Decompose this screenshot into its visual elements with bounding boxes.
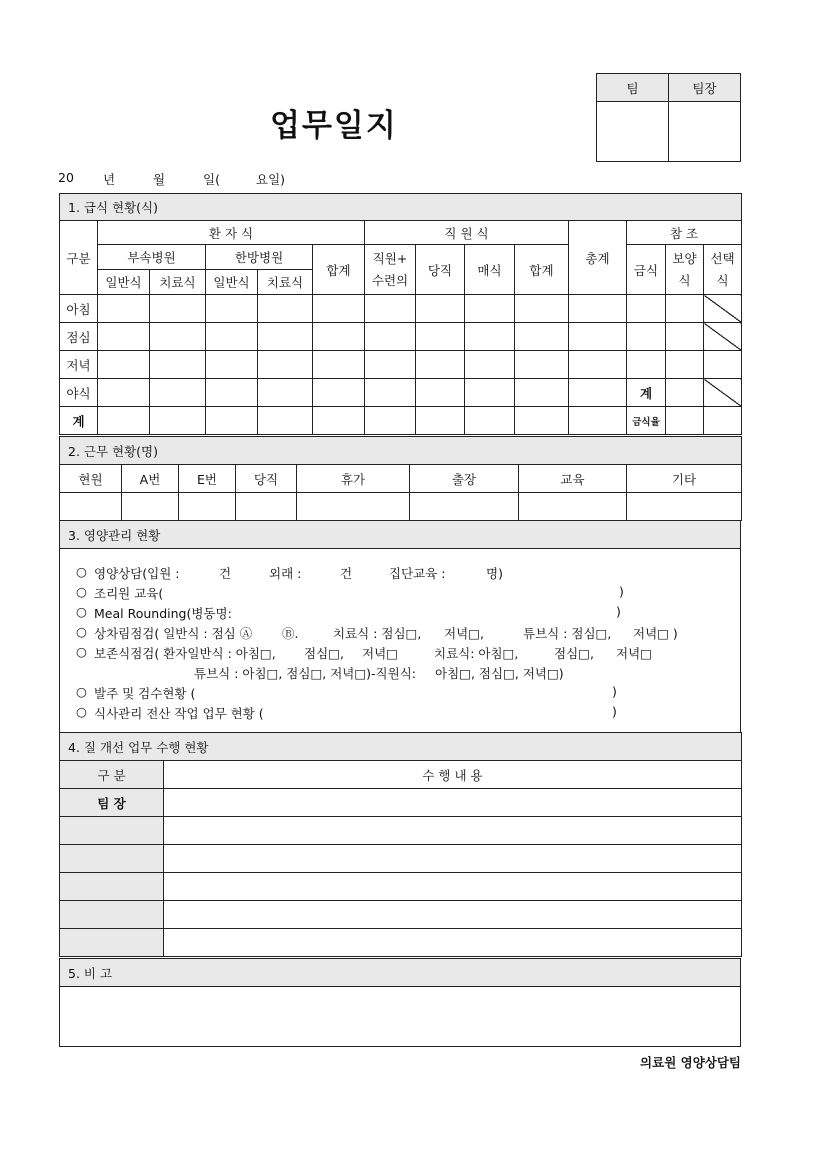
col-vacation: 휴가 (297, 465, 410, 493)
section1-title: 1. 급식 현황(식) (60, 194, 742, 221)
col-busok-chiryo: 치료식 (150, 270, 206, 295)
section3-title: 3. 영양관리 현황 (60, 521, 741, 549)
meal-status-table (59, 193, 742, 435)
bullet: ○ (76, 684, 87, 699)
diagonal-cell (704, 295, 742, 323)
col-hyeonwon: 현원 (60, 465, 122, 493)
date-month: 월 (153, 172, 166, 187)
date-weekday: 요일) (256, 172, 286, 187)
section5-title: 5. 비 고 (60, 959, 741, 987)
col-busok: 부속병원 (98, 245, 206, 270)
row-label-dinner: 저녁 (60, 351, 98, 379)
col-business-trip: 출장 (410, 465, 519, 493)
col-maesik: 매식 (465, 245, 515, 295)
quality-improvement-table (59, 732, 742, 957)
group-staff: 직 원 식 (365, 221, 569, 245)
remarks-field[interactable] (60, 987, 741, 1047)
col-busok-ilban: 일반식 (98, 270, 150, 295)
group-patient: 환 자 식 (98, 221, 365, 245)
col-boyang: 보양 식 (666, 245, 704, 295)
row-label-breakfast: 아침 (60, 295, 98, 323)
approval-team-label: 팀 (597, 74, 669, 102)
col-staff-sum: 합계 (515, 245, 569, 295)
row-team-leader: 팀 장 (60, 789, 164, 817)
row-label-total: 계 (60, 407, 98, 435)
row-label-lunch: 점심 (60, 323, 98, 351)
diagonal-cell (704, 379, 742, 407)
col-hanbang-ilban: 일반식 (206, 270, 258, 295)
group-ref: 참 조 (627, 221, 742, 245)
bullet: ○ (76, 564, 87, 579)
approval-team-sign[interactable] (597, 102, 669, 162)
col-seontaek: 선택 식 (704, 245, 742, 295)
date-year: 년 (103, 172, 116, 187)
remarks-box (59, 958, 741, 1047)
bullet: ○ (76, 704, 87, 719)
bullet: ○ (76, 604, 87, 619)
page-title: 업무일지 (270, 108, 398, 144)
col-gubun: 구분 (60, 221, 98, 295)
section4-title: 4. 질 개선 업무 수행 현황 (60, 733, 742, 761)
diagonal-cell (704, 323, 742, 351)
bullet: ○ (76, 624, 87, 639)
col-geumsik: 금식 (627, 245, 666, 295)
approval-box (596, 73, 741, 162)
section2-title: 2. 근무 현황(명) (60, 437, 742, 465)
date-year-prefix: 20 (58, 170, 74, 185)
col-a-shift: A번 (122, 465, 179, 493)
col-hanbang: 한방병원 (206, 245, 313, 270)
approval-leader-label: 팀장 (669, 74, 741, 102)
col-education: 교육 (519, 465, 627, 493)
col-content: 수 행 내 용 (164, 761, 742, 789)
ref-fast-rate-label: 금식율 (627, 407, 666, 435)
ref-total-label: 계 (627, 379, 666, 407)
bullet: ○ (76, 584, 87, 599)
col-etc: 기타 (627, 465, 742, 493)
col-gubun: 구 분 (60, 761, 164, 789)
bullet: ○ (76, 644, 87, 659)
col-dangjik: 당직 (416, 245, 465, 295)
col-total: 총계 (569, 221, 627, 295)
col-e-shift: E번 (179, 465, 236, 493)
row-label-night: 야식 (60, 379, 98, 407)
work-status-table (59, 436, 742, 521)
approval-leader-sign[interactable] (669, 102, 741, 162)
date-day: 일( (203, 172, 220, 187)
col-dangjik: 당직 (236, 465, 297, 493)
col-patient-sum: 합계 (313, 245, 365, 295)
col-staff-trainee: 직원+ 수련의 (365, 245, 416, 295)
col-hanbang-chiryo: 치료식 (258, 270, 313, 295)
footer-org: 의료원 영양상담팀 (640, 1055, 741, 1070)
